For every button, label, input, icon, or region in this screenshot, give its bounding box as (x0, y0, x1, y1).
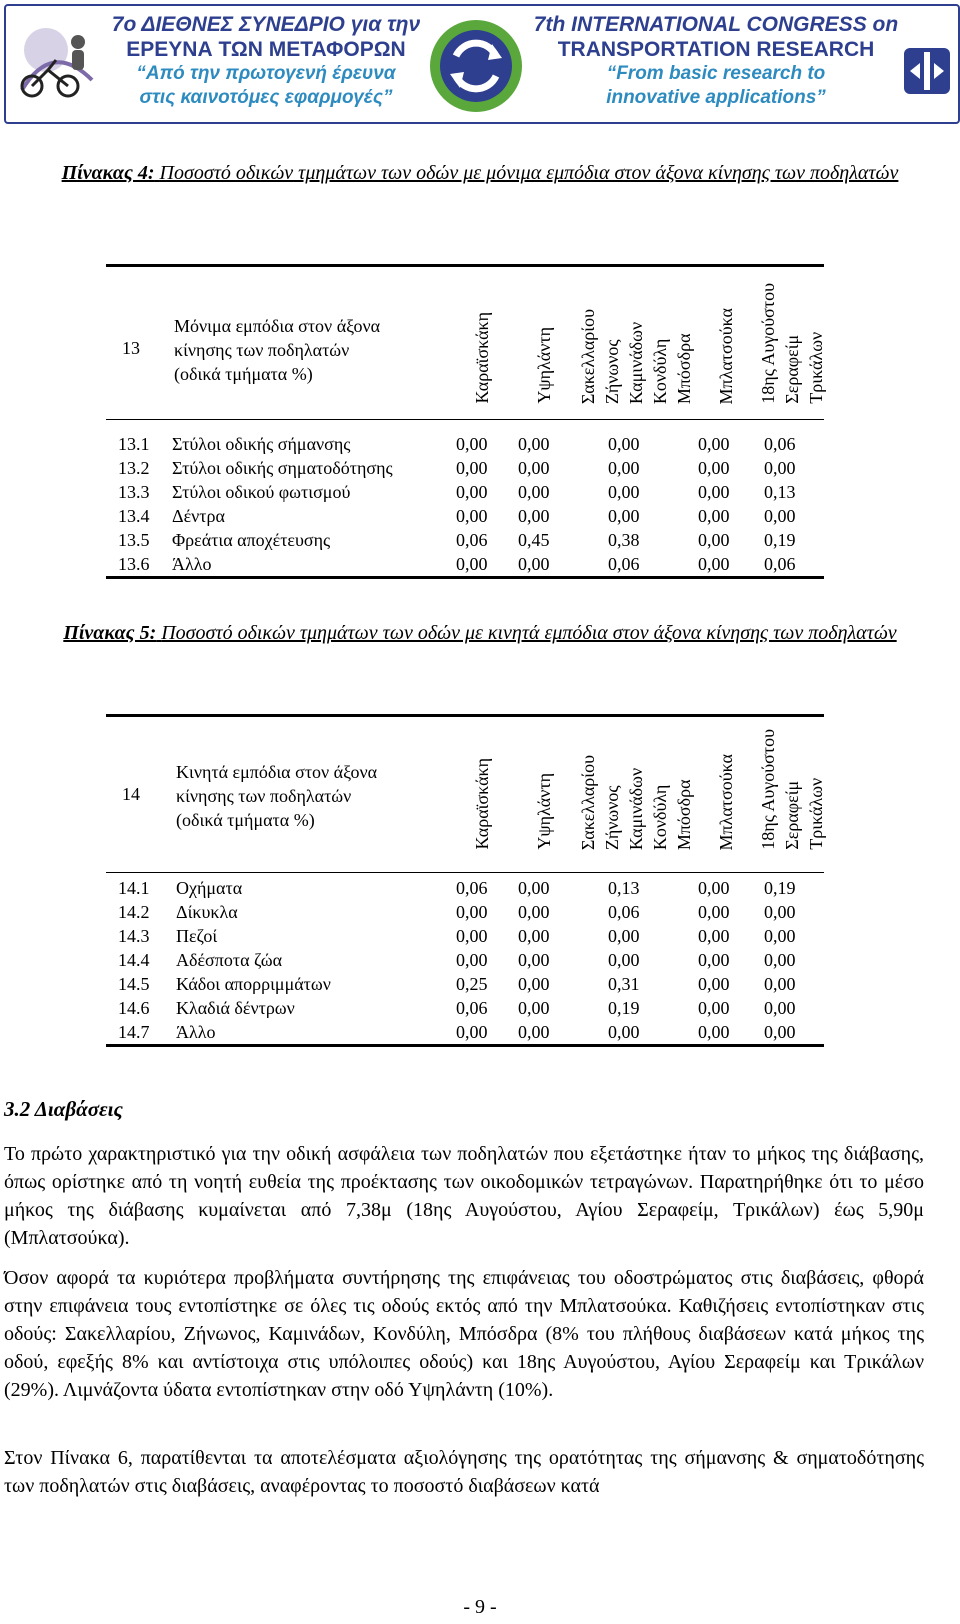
table-row (106, 924, 824, 948)
row-value: 0,00 (456, 434, 488, 454)
row-value: 0,00 (698, 878, 730, 898)
row-value: 0,45 (518, 530, 550, 550)
row-value: 0,00 (698, 926, 730, 946)
row-value: 0,00 (456, 1022, 488, 1042)
table4-col-group3-line3: Καμινάδων (626, 321, 646, 404)
paragraph-1: Το πρώτο χαρακτηριστικό για την οδική ασφάλεια των ποδηλατών που εξετάστηκε ήταν το μήκος της διάβασης, όπως ορίστηκε από τη νοητή ευθεία της προέκτασης των οικοδομικών τετραγώνων. Παρατηρήθηκε ότι το μέσο μήκος της διάβασης κυμαίνεται από 7,38μ (18ης Αυγούστου, Αγίου Σεραφείμ, Τρικάλων) έως 5,90μ (Μπλατσούκα). (4, 1143, 924, 1249)
table4-heading-line1: Μόνιμα εμπόδια στον άξονα (174, 316, 381, 336)
row-value: 0,00 (456, 506, 488, 526)
table5-label: Πίνακας 5: (63, 622, 157, 644)
row-value: 0,00 (608, 950, 640, 970)
table4-col-karaiskaki (470, 312, 494, 404)
row-value: 0,00 (518, 974, 550, 994)
row-value: 0,06 (456, 878, 488, 898)
row-value: 0,00 (608, 434, 640, 454)
table5-col-ypsilanti (532, 773, 556, 850)
row-value: 0,06 (456, 998, 488, 1018)
row-value: 0,00 (698, 554, 730, 574)
row-value: 0,00 (764, 974, 796, 994)
table-row (106, 528, 824, 552)
row-value: 0,31 (608, 974, 640, 994)
table5-col-group3-line5: Μπόσδρα (674, 779, 694, 850)
row-value: 0,00 (698, 506, 730, 526)
row-value: 0,06 (608, 554, 640, 574)
table5-heading-line2: κίνησης των ποδηλατών (176, 786, 352, 806)
paragraph-2: Όσον αφορά τα κυριότερα προβλήματα συντήρησης της επιφάνειας του οδοστρώματος στις διαβάσεις, φθορά στην επιφάνεια τους εντοπίστηκε σε όλες τις οδούς εκτός από την Μπλατσούκα. Καθιζήσεις εντοπίστηκαν στις οδούς: Σακελλαρίου, Ζήνωνος, Καμινάδων, Κονδύλη, Μπόσδρα (8% του πλήθους διαβάσεων κατά μήκος της οδού, εφεξής 8% και αντίστοιχα στις υπόλοιπες οδούς) και 18ης Αυγούστου, Αγίου Σεραφείμ και Τρικάλων (29%). Λιμνάζοντα ύδατα εντοπίστηκαν στην οδό Υψηλάντη (10%). (4, 1267, 924, 1401)
table4-col-group5-line1: 18ης Αυγούστου (758, 283, 778, 404)
row-id: 14.1 (118, 878, 150, 898)
row-id: 14.6 (118, 998, 150, 1018)
greek-subtitle-line1: “Από την πρωτογενή έρευνα (136, 63, 396, 84)
table5-heading-line3: (οδικά τμήματα %) (176, 810, 315, 830)
row-value: 0,00 (698, 530, 730, 550)
row-value: 0,00 (518, 434, 550, 454)
row-value: 0,00 (698, 434, 730, 454)
table4-header-rule (106, 419, 824, 420)
table5-col-ypsilanti-line: Υψηλάντη (534, 773, 554, 850)
row-value: 0,00 (698, 1022, 730, 1042)
table5-col-group3-line3: Καμινάδων (626, 767, 646, 850)
table4-col-18-augoustou-group (756, 283, 828, 404)
row-id: 14.7 (118, 1022, 150, 1042)
table4-col-karaiskaki-line: Καραϊσκάκη (472, 312, 492, 404)
row-id: 13.6 (118, 554, 150, 574)
section-heading: 3.2 Διαβάσεις (4, 1097, 123, 1121)
table4-col-group3-line5: Μπόσδρα (674, 333, 694, 404)
row-value: 0,00 (764, 1022, 796, 1042)
recycle-globe-logo-icon (426, 16, 526, 116)
row-value: 0,00 (764, 950, 796, 970)
row-value: 0,00 (608, 1022, 640, 1042)
table5-heading-line1: Κινητά εμπόδια στον άξονα (176, 762, 378, 782)
table5-col-blatsouka-line: Μπλατσούκα (716, 753, 736, 850)
row-label: Αδέσποτα ζώα (176, 950, 283, 970)
row-value: 0,00 (698, 950, 730, 970)
greek-subtitle-line2: στις καινοτόμες εφαρμογές” (139, 87, 393, 108)
table5-col-blatsouka (714, 754, 738, 850)
row-value: 0,00 (456, 950, 488, 970)
row-id: 13.1 (118, 434, 150, 454)
row-label: Δέντρα (172, 506, 225, 526)
table5-col-group5-line1: 18ης Αυγούστου (758, 729, 778, 850)
table5-col-group3-line2: Ζήνωνος (602, 785, 622, 850)
table5-caption-text: Ποσοστό οδικών τμημάτων των οδών με κινητά εμπόδια στον άξονα κίνησης των ποδηλατών (161, 622, 897, 644)
table4-col-group3-line4: Κονδύλη (650, 338, 670, 404)
row-label: Στύλοι οδικής σήμανσης (172, 434, 351, 454)
greek-title-line2: ΕΡΕΥΝΑ ΤΩΝ ΜΕΤΑΦΟΡΩΝ (126, 38, 406, 61)
table4-caption-text: Ποσοστό οδικών τμημάτων των οδών με μόνιμα εμπόδια στον άξονα κίνησης των ποδηλατών (159, 162, 899, 184)
english-subtitle-line1: “From basic research to (606, 63, 826, 84)
table5-number: 14 (122, 784, 140, 804)
row-label: Άλλο (172, 554, 212, 574)
row-label: Κλαδιά δέντρων (176, 998, 295, 1018)
table5-col-18-augoustou-group (756, 729, 828, 850)
paragraph-3: Στον Πίνακα 6, παρατίθενται τα αποτελέσματα αξιολόγησης της ορατότητας της σήμανσης & σηματοδότησης των ποδηλατών στις διαβάσεις, αναφέροντας το ποσοστό διαβάσεων κατά (4, 1447, 924, 1497)
table4-col-blatsouka-line: Μπλατσούκα (716, 307, 736, 404)
table5-col-group5-line3: Τρικάλων (806, 778, 826, 850)
row-value: 0,00 (518, 926, 550, 946)
row-id: 14.2 (118, 902, 150, 922)
row-value: 0,00 (764, 902, 796, 922)
table-row (106, 876, 824, 900)
row-value: 0,00 (518, 998, 550, 1018)
greek-title-line1: 7ο ΔΙΕΘΝΕΣ ΣΥΝΕΔΡΙΟ για την (111, 13, 421, 36)
table4-col-group3-line2: Ζήνωνος (602, 339, 622, 404)
table5-header-rule (106, 872, 824, 873)
row-value: 0,00 (518, 1022, 550, 1042)
table5 (106, 714, 824, 1048)
conference-banner (4, 4, 960, 124)
row-value: 0,00 (764, 458, 796, 478)
row-value: 0,19 (608, 998, 640, 1018)
greek-title-block (106, 12, 426, 110)
table5-col-group3-line4: Κονδύλη (650, 784, 670, 850)
table5-col-group3-line1: Σακελλαρίου (578, 754, 598, 850)
row-id: 13.3 (118, 482, 150, 502)
table4-bottom-rule (106, 576, 824, 579)
table4-col-group5-line2: Σεραφείμ (782, 335, 802, 404)
table4-number: 13 (122, 338, 140, 358)
row-value: 0,00 (518, 902, 550, 922)
english-title-block (526, 12, 906, 110)
row-value: 0,13 (764, 482, 796, 502)
row-value: 0,00 (608, 506, 640, 526)
row-value: 0,38 (608, 530, 640, 550)
row-label: Δίκυκλα (176, 902, 238, 922)
row-value: 0,00 (608, 458, 640, 478)
table4-col-group5-line3: Τρικάλων (806, 332, 826, 404)
row-value: 0,00 (698, 998, 730, 1018)
table4-caption (44, 160, 916, 187)
row-value: 0,00 (608, 926, 640, 946)
road-sign-logo-icon (902, 46, 952, 96)
row-value: 0,06 (456, 530, 488, 550)
table5-column-headers (106, 714, 824, 850)
table4-heading-line3: (οδικά τμήματα %) (174, 364, 313, 384)
english-title-line1: 7th INTERNATIONAL CONGRESS on (533, 13, 899, 36)
row-value: 0,06 (608, 902, 640, 922)
row-value: 0,00 (608, 482, 640, 502)
row-value: 0,00 (698, 458, 730, 478)
table4-heading-line2: κίνησης των ποδηλατών (174, 340, 350, 360)
table-row (106, 972, 824, 996)
table4-col-blatsouka (714, 308, 738, 404)
table5-col-karaiskaki-line: Καραϊσκάκη (472, 758, 492, 850)
row-id: 13.4 (118, 506, 150, 526)
row-value: 0,00 (764, 926, 796, 946)
row-value: 0,00 (698, 482, 730, 502)
row-label: Πεζοί (176, 926, 218, 946)
row-id: 14.4 (118, 950, 150, 970)
row-label: Στύλοι οδικού φωτισμού (172, 482, 351, 502)
row-value: 0,00 (518, 554, 550, 574)
table5-col-karaiskaki (470, 758, 494, 850)
row-id: 13.5 (118, 530, 150, 550)
row-label: Οχήματα (176, 878, 243, 898)
table4-col-sakellariou-group (576, 309, 696, 404)
page-number: - 9 - (463, 1596, 497, 1618)
row-value: 0,13 (608, 878, 640, 898)
table4-col-ypsilanti-line: Υψηλάντη (534, 327, 554, 404)
table5-bottom-rule (106, 1044, 824, 1047)
row-value: 0,19 (764, 878, 796, 898)
table-row (106, 948, 824, 972)
row-value: 0,19 (764, 530, 796, 550)
row-value: 0,00 (764, 506, 796, 526)
row-value: 0,00 (456, 902, 488, 922)
table-row (106, 456, 824, 480)
row-value: 0,25 (456, 974, 488, 994)
table4-col-ypsilanti (532, 327, 556, 404)
row-label: Κάδοι απορριμμάτων (176, 974, 331, 994)
table-row (106, 900, 824, 924)
table5-caption (44, 620, 916, 647)
row-value: 0,00 (456, 482, 488, 502)
table-row (106, 480, 824, 504)
row-value: 0,00 (456, 458, 488, 478)
table4 (106, 264, 824, 580)
bicycle-people-logo-icon (12, 20, 98, 110)
table-row (106, 504, 824, 528)
row-value: 0,00 (518, 950, 550, 970)
row-label: Φρεάτια αποχέτευσης (172, 530, 331, 550)
row-value: 0,00 (518, 458, 550, 478)
table-row (106, 552, 824, 576)
row-value: 0,06 (764, 554, 796, 574)
row-value: 0,00 (518, 482, 550, 502)
table4-label: Πίνακας 4: (61, 162, 155, 184)
row-label: Στύλοι οδικής σηματοδότησης (172, 458, 393, 478)
table-row (106, 432, 824, 456)
table4-col-group3-line1: Σακελλαρίου (578, 308, 598, 404)
row-id: 14.5 (118, 974, 150, 994)
row-value: 0,06 (764, 434, 796, 454)
row-value: 0,00 (698, 974, 730, 994)
table4-column-headers (106, 264, 824, 404)
table5-col-sakellariou-group (576, 755, 696, 850)
row-id: 14.3 (118, 926, 150, 946)
table-row (106, 996, 824, 1020)
row-value: 0,00 (518, 506, 550, 526)
row-value: 0,00 (456, 554, 488, 574)
table-row (106, 1020, 824, 1044)
table5-col-group5-line2: Σεραφείμ (782, 781, 802, 850)
english-title-line2: TRANSPORTATION RESEARCH (557, 38, 875, 61)
row-value: 0,00 (764, 998, 796, 1018)
row-value: 0,00 (518, 878, 550, 898)
english-subtitle-line2: innovative applications” (606, 87, 826, 108)
row-label: Άλλο (176, 1022, 216, 1042)
row-value: 0,00 (456, 926, 488, 946)
row-id: 13.2 (118, 458, 150, 478)
row-value: 0,00 (698, 902, 730, 922)
